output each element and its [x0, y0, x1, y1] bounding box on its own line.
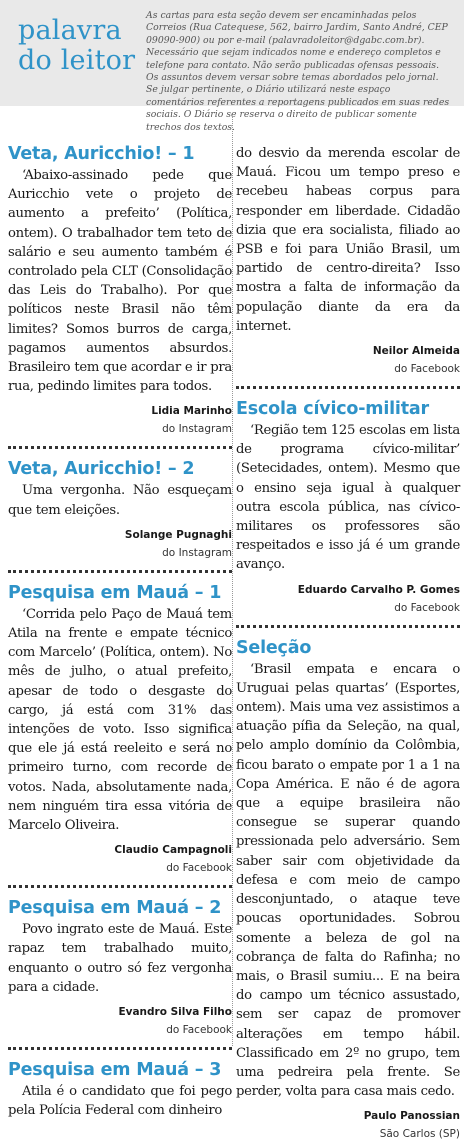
- header-box: [0, 0, 464, 133]
- letter-author: Evandro Silva Filho: [118, 1006, 232, 1019]
- letter-body: Povo ingrato este de Mauá. Este rapaz tem trabalhado muito, enquanto o outro só fez vergonha para a cidade.: [8, 922, 232, 995]
- letter-author: Solange Pugnaghi: [124, 528, 232, 541]
- letter-author: Neilor Almeida: [372, 345, 460, 358]
- letter-title: Veta, Auricchio! – 1: [8, 144, 195, 164]
- letter-title: Seleção: [236, 637, 312, 658]
- letter-body: ‘Região tem 125 escolas em lista de programa cívico-militar’ (Setecidades, ontem). Mesmo que o ensino seja igual à qualquer outra escola pública, nas cívico-militares os professores são respeitados e isso já é um grande avanço.: [236, 423, 460, 573]
- letter-author: Claudio Campagnoli: [114, 844, 232, 857]
- letter-escola: [236, 386, 460, 615]
- letter-title: Pesquisa em Mauá – 2: [8, 898, 222, 919]
- letter-author: Eduardo Carvalho P. Gomes: [297, 583, 460, 596]
- letter-maua-3-continued: [236, 110, 460, 376]
- letter-maua-1: [8, 570, 232, 875]
- letter-title: Pesquisa em Mauá – 3: [8, 1060, 222, 1081]
- submission-guidelines: As cartas para esta seção devem ser encaminhadas pelos Correios (Rua Catequese, 562, bairro Jardim, Santo André, CEP 09090-900) ou por e-mail (palavradoleitor@dgabc.com.br). Necessário que sejam indicados nome e endereço completos e telefone para contato. Não serão publicadas ofensas pessoais. Os assuntos devem versar sobre temas abordados pelo jornal. Se julgar pertinente, o Diário utilizará neste espaço comentários referentes a reportagens publicados em suas redes sociais. O Diário se reserva o direito de publicar somente trechos dos textos.: [146, 10, 450, 133]
- letter-source: do Facebook: [166, 862, 232, 875]
- letter-author: Paulo Panossian: [363, 1110, 460, 1123]
- letter-title: Veta, Auricchio! – 2: [8, 459, 195, 480]
- letter-body: ‘Abaixo-assinado pede que Auricchio vete o projeto de aumento a prefeito’ (Política, ontem). O trabalhador tem teto de salário e seu aumento também é controlado pela CLT (Consolidação das Leis do Trabalho). Por que políticos neste Brasil não têm limites? Somos burros de carga, pagamos aumentos absurdos. Brasileiro tem que acordar e ir pra rua, pedindo limites para todos.: [8, 168, 232, 395]
- column-divider: [232, 116, 233, 1046]
- section-title-line1: palavra: [18, 15, 122, 46]
- letter-source: do Facebook: [394, 363, 460, 376]
- letter-source: do Facebook: [394, 601, 460, 614]
- letter-source: do Facebook: [166, 1024, 232, 1037]
- letter-body: ‘Corrida pelo Paço de Mauá tem Atila na frente e empate técnico com Marcelo’ (Política, ontem). No mês de julho, o atual prefeito, apesar de todo o desgaste do cargo, já está com 31% das intenções de voto. Isso significa que ele já está reeleito e será no primeiro turno, com recorde de votos. Nada, absolutamente nada, nem ninguém tira essa vitória de Marcelo Oliveira.: [8, 606, 232, 834]
- section-title-line2: do leitor: [18, 45, 136, 76]
- letter-source: do Instagram: [162, 546, 232, 559]
- letter-body-part1: Atila é o candidato que foi pego pela Polícia Federal com dinheiro: [8, 1084, 232, 1119]
- letter-body: ‘Brasil empata e encara o Uruguai pelas quartas’ (Esportes, ontem). Mais uma vez assistimos a atuação pífia da Seleção, na qual, pelo amplo domínio da Colômbia, ficou barato o empate por 1 a 1 na Copa América. E não é de agora que a equipe brasileira não consegue se superar quando pressionada pelo adversário. Sem saber sair com objetividade da defesa e com meio de campo desconjuntado, o ataque teve poucas oportunidades. Sobrou somente a beleza de gol na cobrança de falta do Rafinha; no mais, o Brasil sumiu... E na beira do campo um técnico assustado, sem ser capaz de promover alterações em tempo hábil. Classificado em 2º no grupo, tem uma pedreira pela frente. Se perder, volta para casa mais cedo.: [236, 661, 460, 1100]
- letter-title: Escola cívico-militar: [236, 399, 429, 420]
- letter-maua-2: [8, 885, 232, 1037]
- letter-body: Uma vergonha. Não esqueçam que tem eleições.: [8, 483, 232, 518]
- letter-title: Pesquisa em Mauá – 1: [8, 582, 222, 603]
- left-column: [8, 106, 232, 1121]
- letter-selecao: [236, 625, 460, 1141]
- letter-maua-3: [8, 1047, 232, 1120]
- letter-body-part2: do desvio da merenda escolar de Mauá. Ficou um tempo preso e recebeu habeas corpus para responder em liberdade. Cidadão dizia que era socialista, filiado ao PSB e foi para União Brasil, um partido de centro-direita? Isso mostra a falta de informação da população diante da era da internet.: [236, 146, 460, 334]
- letter-source: São Carlos (SP): [379, 1128, 460, 1141]
- section-title: [18, 16, 135, 76]
- letter-veta-2: [8, 446, 232, 559]
- letter-veta-1: [8, 106, 232, 436]
- right-column: [236, 110, 460, 1141]
- letter-source: do Instagram: [162, 423, 232, 436]
- letter-author: Lidia Marinho: [151, 405, 232, 418]
